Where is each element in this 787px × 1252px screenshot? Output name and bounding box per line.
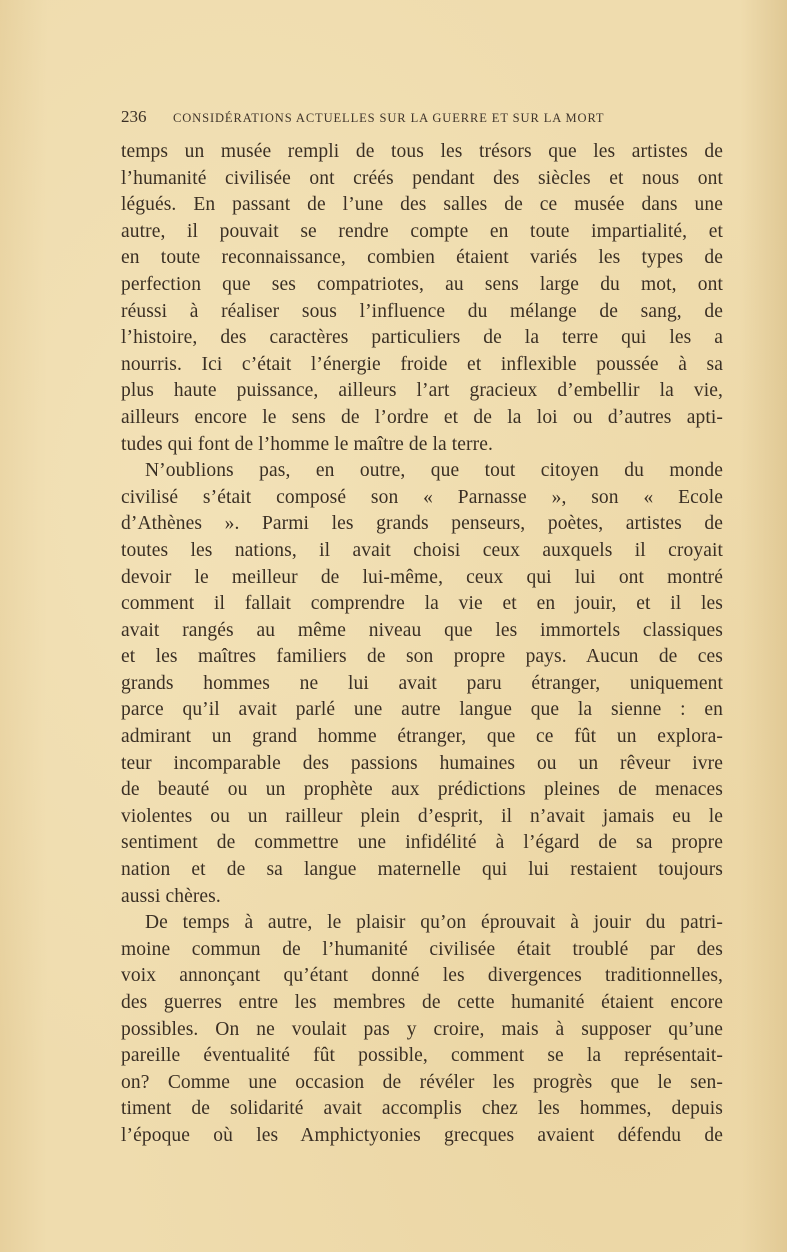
text-line: nation et de sa langue maternelle qui lui restaient toujours: [121, 859, 723, 881]
text-line: parce qu’il avait parlé une autre langue que la sienne : en: [121, 699, 723, 721]
text-line: de beauté ou un prophète aux prédictions pleines de menaces: [121, 779, 723, 801]
text-line: tudes qui font de l’homme le maître de la terre.: [121, 433, 493, 455]
text-line: d’Athènes ». Parmi les grands penseurs, poètes, artistes de: [121, 513, 723, 535]
paragraph-3: [121, 910, 723, 1149]
text-line: comment il fallait comprendre la vie et en jouir, et il les: [121, 593, 723, 615]
body-text: [121, 139, 723, 1150]
running-title: CONSIDÉRATIONS ACTUELLES SUR LA GUERRE ET SUR LA MORT: [173, 111, 605, 125]
text-line: toutes les nations, il avait choisi ceux auxquels il croyait: [121, 539, 723, 561]
book-page: [121, 107, 723, 1150]
text-line: voix annonçant qu’étant donné les divergences traditionnelles,: [121, 965, 723, 987]
text-line: l’humanité civilisée ont créés pendant des siècles et nous ont: [121, 167, 723, 189]
text-line: réussi à réaliser sous l’influence du mélange de sang, de: [121, 300, 723, 322]
text-line: teur incomparable des passions humaines ou un rêveur ivre: [121, 752, 723, 774]
text-line: on? Comme une occasion de révéler les progrès que le sen-: [121, 1071, 723, 1093]
text-line: devoir le meilleur de lui-même, ceux qui lui ont montré: [121, 566, 723, 588]
page-number: 236: [121, 107, 147, 126]
text-line: et les maîtres familiers de son propre pays. Aucun de ces: [121, 646, 723, 668]
text-line: plus haute puissance, ailleurs l’art gracieux d’embellir la vie,: [121, 380, 723, 402]
text-line: grands hommes ne lui avait paru étranger, uniquement: [121, 672, 723, 694]
text-line: temps un musée rempli de tous les trésors que les artistes de: [121, 141, 723, 162]
text-line: moine commun de l’humanité civilisée était troublé par des: [121, 938, 723, 960]
text-line: ailleurs encore le sens de l’ordre et de la loi ou d’autres apti-: [121, 406, 723, 428]
text-line: De temps à autre, le plaisir qu’on éprouvait à jouir du patri-: [145, 912, 723, 934]
text-line: possibles. On ne voulait pas y croire, mais à supposer qu’une: [121, 1018, 723, 1040]
text-line: aussi chères.: [121, 885, 221, 907]
text-line: autre, il pouvait se rendre compte en toute impartialité, et: [121, 220, 723, 242]
text-line: civilisé s’était composé son « Parnasse », son « Ecole: [121, 486, 723, 508]
text-line: avait rangés au même niveau que les immortels classiques: [121, 619, 723, 641]
paragraph-1: [121, 139, 723, 458]
text-line: pareille éventualité fût possible, comment se la représentait-: [121, 1045, 723, 1067]
text-line: l’histoire, des caractères particuliers de la terre qui les a: [121, 327, 723, 349]
text-line: en toute reconnaissance, combien étaient variés les types de: [121, 247, 723, 269]
text-line: légués. En passant de l’une des salles de ce musée dans une: [121, 194, 723, 216]
text-line: des guerres entre les membres de cette humanité étaient encore: [121, 992, 723, 1013]
text-line: violentes ou un railleur plein d’esprit, il n’avait jamais eu le: [121, 805, 723, 827]
paragraph-2: [121, 458, 723, 910]
running-header: [121, 107, 723, 131]
text-line: sentiment de commettre une infidélité à l’égard de sa propre: [121, 832, 723, 854]
text-line: N’oublions pas, en outre, que tout citoyen du monde: [145, 460, 723, 482]
text-line: nourris. Ici c’était l’énergie froide et inflexible poussée à sa: [121, 353, 723, 375]
text-line: admirant un grand homme étranger, que ce fût un explora-: [121, 726, 723, 748]
text-line: perfection que ses compatriotes, au sens large du mot, ont: [121, 273, 723, 295]
text-line: l’époque où les Amphictyonies grecques avaient défendu de: [121, 1124, 723, 1146]
text-line: timent de solidarité avait accomplis chez les hommes, depuis: [121, 1098, 723, 1120]
